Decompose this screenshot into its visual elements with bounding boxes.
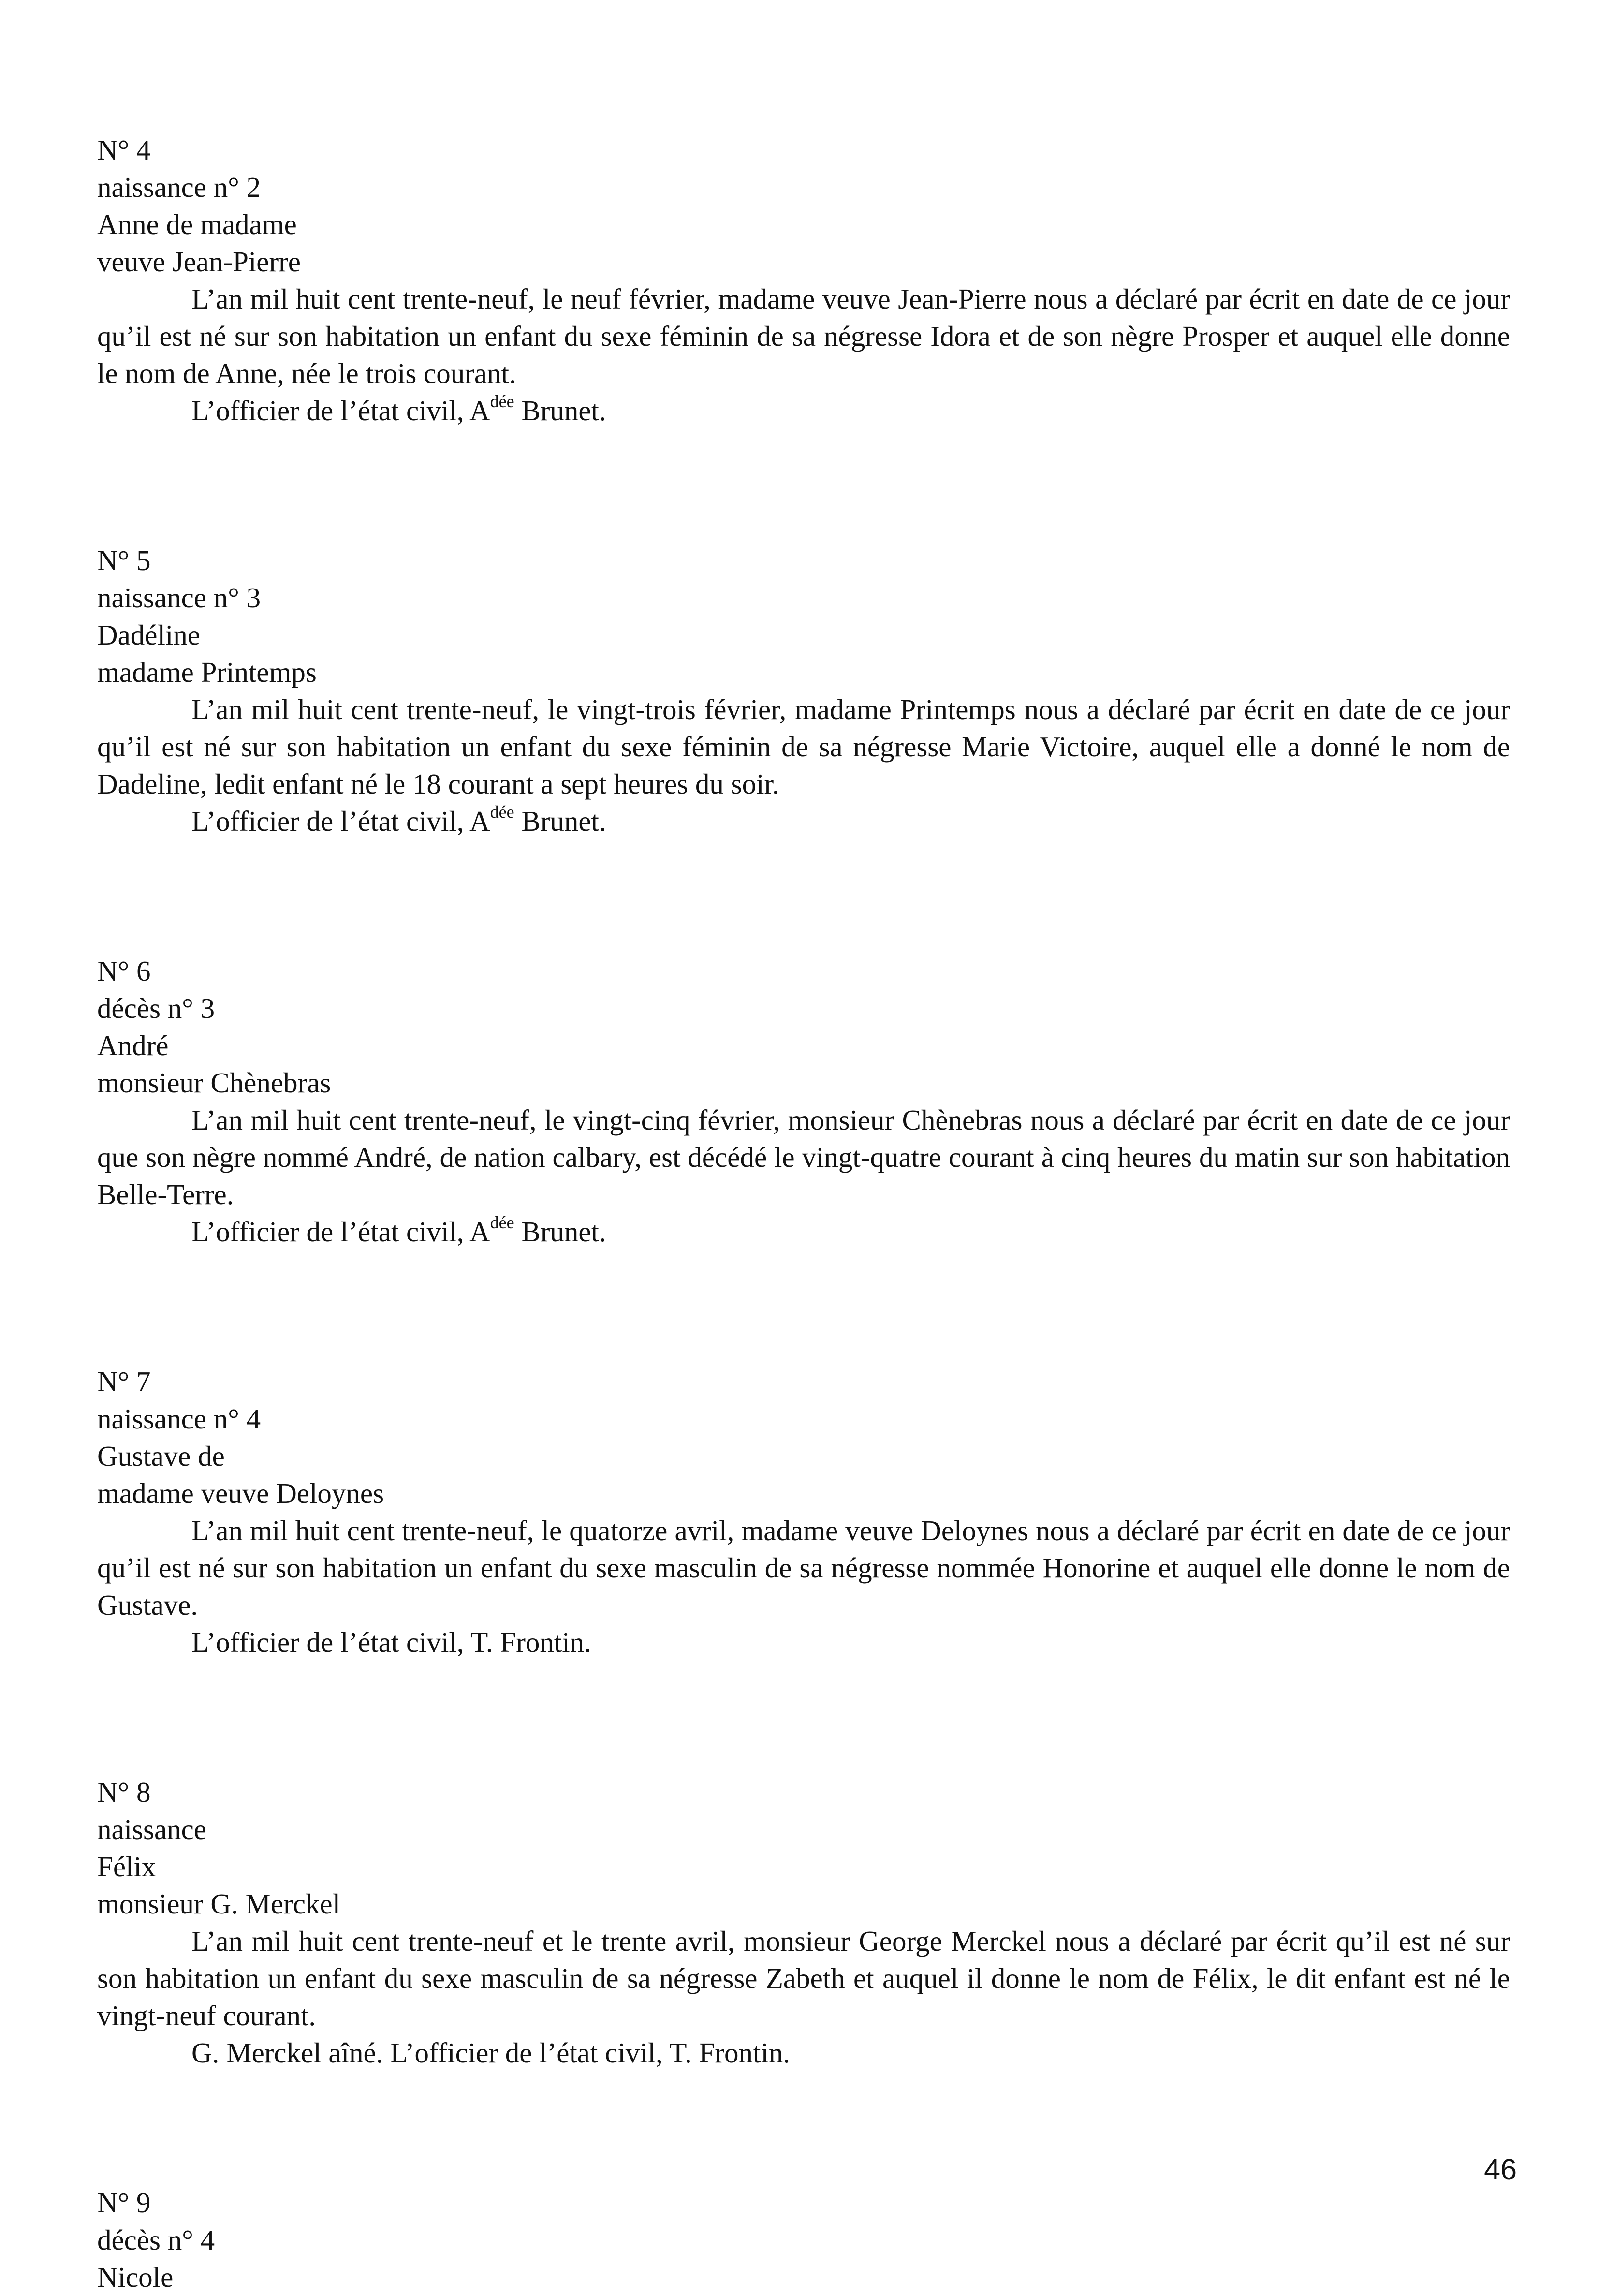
entry-name: Anne de madame [97,208,297,240]
entry-signature [97,1624,1510,1661]
signature-superscript: dée [490,802,514,822]
entry-signature [97,2034,1510,2072]
entry-name: Gustave de [97,1440,225,1472]
entry-declarant: monsieur G. Merckel [97,1888,340,1920]
entry-type: naissance n° 2 [97,171,261,203]
signature-superscript: dée [490,1213,514,1232]
signature-text: L’officier de l’état civil, A [191,1216,490,1248]
entry-text: L’an mil huit cent trente-neuf, le vingt-cinq février, monsieur Chènebras nous a déclaré par écrit en date de ce jour que son nègre nommé André, de nation calbary, est décédé le vingt-quatre courant à cinq heures du matin sur son habitation Belle-Terre. [97,1104,1510,1210]
signature-surname: Brunet. [514,1216,606,1248]
signature-superscript: dée [490,392,514,411]
page-number: 46 [1484,2153,1517,2186]
entry-number: N° 6 [97,955,151,987]
entry-declarant: madame Printemps [97,656,317,688]
signature-text: L’officier de l’état civil, A [191,395,490,427]
entry-declarant: veuve Jean-Pierre [97,246,301,278]
entry-text: L’an mil huit cent trente-neuf, le vingt-trois février, madame Printemps nous a déclaré par écrit en date de ce jour qu’il est né sur son habitation un enfant du sexe féminin de sa négresse Marie Victoire, auquel elle a donné le nom de Dadeline, ledit enfant né le 18 courant a sept heures du soir. [97,693,1510,800]
signature-surname: Brunet. [514,805,606,837]
entry-type: naissance n° 3 [97,582,261,614]
register-entry [97,1363,1510,1661]
register-entry [97,132,1510,429]
register-entry [97,2184,1510,2296]
entry-type: décès n° 3 [97,992,215,1024]
entry-signature [97,803,1510,840]
signature-surname: Brunet. [514,395,606,427]
entry-declarant: madame veuve Deloynes [97,1477,384,1509]
entry-number: N° 7 [97,1366,151,1398]
entry-name: Dadéline [97,619,200,651]
entry-number: N° 4 [97,134,151,166]
entry-text: L’an mil huit cent trente-neuf, le neuf février, madame veuve Jean-Pierre nous a déclaré par écrit en date de ce jour qu’il est né sur son habitation un enfant du sexe féminin de sa négresse Idora et de son nègre Prosper et auquel elle donne le nom de Anne, née le trois courant. [97,283,1510,389]
entry-number: N° 9 [97,2187,151,2219]
document-body [97,132,1510,2296]
entry-name: Félix [97,1851,156,1883]
entry-name: Nicole [97,2261,174,2293]
signature-text: L’officier de l’état civil, A [191,805,490,837]
signature-text: G. Merckel aîné. L’officier de l’état civil, T. Frontin. [191,2037,791,2069]
entry-type: naissance [97,1813,207,1845]
entry-number: N° 8 [97,1776,151,1808]
entry-text: L’an mil huit cent trente-neuf et le trente avril, monsieur George Merckel nous a déclaré par écrit qu’il est né sur son habitation un enfant du sexe masculin de sa négresse Zabeth et auquel il donne le nom de Félix, le dit enfant est né le vingt-neuf courant. [97,1925,1510,2031]
signature-text: L’officier de l’état civil, T. Frontin. [191,1626,591,1658]
entry-number: N° 5 [97,545,151,576]
register-entry [97,542,1510,840]
entry-type: naissance n° 4 [97,1403,261,1435]
entry-text: L’an mil huit cent trente-neuf, le quatorze avril, madame veuve Deloynes nous a déclaré par écrit en date de ce jour qu’il est né sur son habitation un enfant du sexe masculin de sa négresse nommée Honorine et auquel elle donne le nom de Gustave. [97,1515,1510,1621]
entry-type: décès n° 4 [97,2224,215,2256]
register-entry [97,1774,1510,2072]
entry-name: André [97,1030,169,1061]
entry-signature [97,1213,1510,1251]
entry-declarant: monsieur Chènebras [97,1067,331,1099]
register-entry [97,953,1510,1251]
entry-signature [97,392,1510,429]
